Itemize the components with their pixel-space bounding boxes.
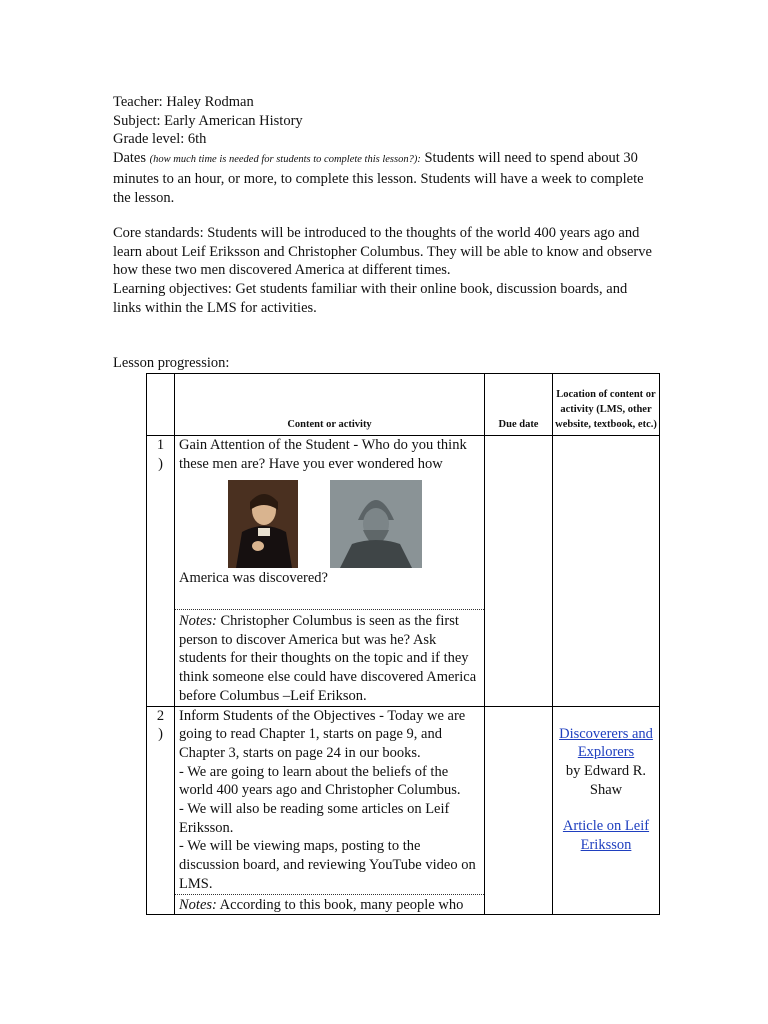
objective-line: - We are going to learn about the beliefs of the world 400 years ago and Christopher Columbus. [179,763,461,799]
book-link[interactable]: Discoverers and Explorers [559,725,653,761]
dates-text: Students will need to spend about 30 minutes to an hour, or more, to complete this lesson. Students will have a week to complete the lesson. [113,150,644,206]
subject-line: Subject: Early American History [113,112,303,129]
header-due-date: Due date [485,374,553,436]
table-row [147,706,660,915]
grade-line: Grade level: 6th [113,131,207,148]
notes-label: Notes: [179,613,217,629]
table-row [147,436,660,707]
dates-line [113,149,653,207]
dates-label: Dates [113,150,147,167]
header-number [147,374,175,436]
table-header-row [147,374,660,436]
lesson-info [113,93,653,207]
portrait-images [179,473,480,569]
row-number: 2 ) [147,706,175,915]
standards-block [113,224,653,318]
objective-line: Inform Students of the Objectives - Today we are going to read Chapter 1, starts on page 9, and Chapter 3, starts on page 24 in our books. [179,707,466,761]
row-number: 1 ) [147,436,175,707]
lesson-table [146,373,660,915]
attention-text-end: America was discovered? [179,570,328,587]
objective-line: - We will also be reading some articles on Leif Eriksson. [179,801,450,836]
learning-objectives: Learning objectives: Get students familiar with their online book, discussion boards, and links within the LMS for activities. [113,281,628,316]
row-due-date [485,706,553,915]
header-content: Content or activity [175,374,485,436]
objective-line: - We will be viewing maps, posting to the discussion board, and reviewing YouTube video on LMS. [179,838,476,892]
row-content [175,436,485,707]
lesson-progression-label: Lesson progression: [113,355,230,371]
row-due-date [485,436,553,707]
notes-label: Notes: [179,896,217,913]
dates-note: (how much time is needed for students to complete this lesson?): [149,154,421,166]
columbus-portrait-image [228,480,298,568]
eriksson-statue-image [330,480,422,568]
article-link[interactable]: Article on Leif Eriksson [562,818,650,854]
row-content [175,706,485,915]
row-location [553,436,660,707]
book-author: by Edward R. Shaw [565,762,647,798]
notes-text: Christopher Columbus is seen as the first person to discover America but was he? Ask students for their thoughts on the topic and if they think someone else could have discovered America before Columbus –Leif Erikson. [179,613,477,704]
core-standards: Core standards: Students will be introduced to the thoughts of the world 400 years ago and learn about Leif Eriksson and Christopher Columbus. They will be able to know and observe how these two men discovered America at different times. [113,225,652,279]
notes-text: According to this book, many people who [216,896,464,913]
row-location [553,706,660,915]
teacher-line: Teacher: Haley Rodman [113,94,254,110]
attention-text: Gain Attention of the Student - Who do you think these men are? Have you ever wondered how [179,437,467,472]
header-location: Location of content or activity (LMS, other website, textbook, etc.) [553,374,660,436]
